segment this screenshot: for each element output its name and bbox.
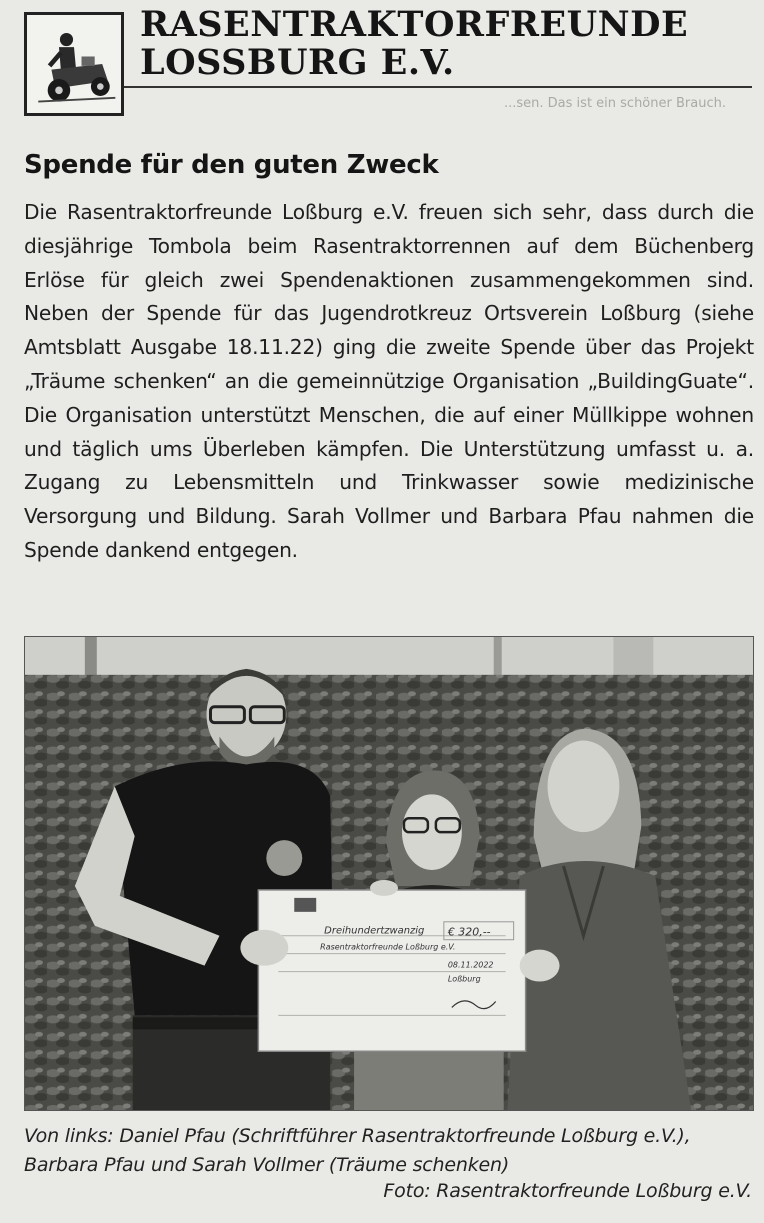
cheque-payer: Rasentraktorfreunde Loßburg e.V. [320,942,456,952]
club-logo [24,12,124,116]
club-name-line1: RASENTRAKTORFREUNDE [140,4,689,45]
cheque-date: 08.11.2022 [447,960,494,970]
cheque-amount: € 320,-- [447,925,491,939]
donation-photo-illustration [25,637,753,1110]
bleed-through-text: ...sen. Das ist ein schöner Brauch. [504,96,726,111]
article-body: Die Rasentraktorfreunde Loßburg e.V. freuen sich sehr, dass durch die diesjährige Tombola beim Rasentraktorrennen auf dem Büchenberg Erlöse für gleich zwei Spendenaktionen zusammengekommen sind. Neben der Spende für das Jugendrotkreuz Ortsverein Loßburg (siehe Amtsblatt Ausgabe 18.11.22) ging die zweite Spende über das Projekt „Träume schenken“ an die gemeinnützige Organisation „BuildingGuate“. Die Organisation unterstützt Menschen, die auf einer Müllkippe wohnen und täglich ums Überleben kämpfen. Die Unterstützung umfasst u. a. Zugang zu Lebensmitteln und Trinkwasser sowie medizinische Versorgung und Bildung. Sarah Vollmer und Barbara Pfau nahmen die Spende dankend entgegen. [24,200,754,562]
photo-credit: Foto: Rasentraktorfreunde Loßburg e.V. [383,1180,752,1202]
lawn-tractor-rider-icon [27,15,121,113]
photo-caption: Von links: Daniel Pfau (Schriftführer Rasentraktorfreunde Loßburg e.V.), Barbara Pfau und Sarah Vollmer (Träume schenken) [24,1125,691,1176]
club-name [140,6,688,82]
header-rule [124,86,752,88]
cheque-amount-words: Dreihundertzwanzig [324,925,425,937]
donation-photo [24,636,754,1111]
donation-cheque [258,890,525,1051]
cheque-place: Loßburg [447,974,481,984]
club-name-line2: LOSSBURG E.V. [140,42,455,83]
article-headline: Spende für den guten Zweck [24,150,439,180]
